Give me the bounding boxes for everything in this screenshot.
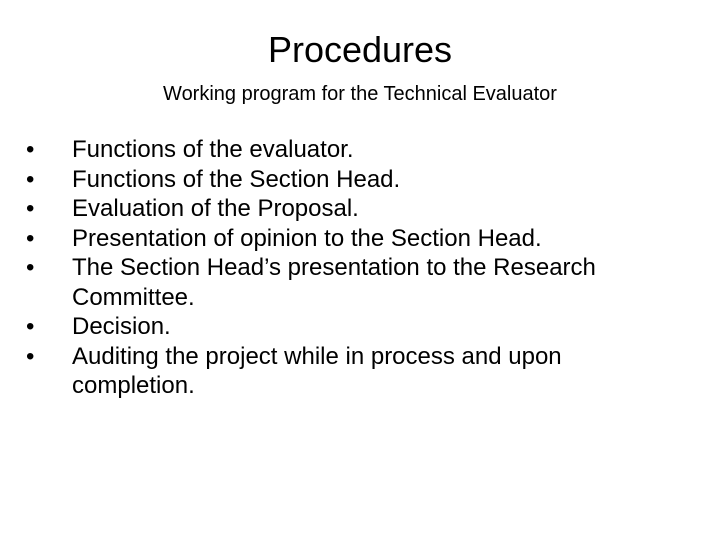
bullet-icon: • — [26, 224, 35, 252]
list-item — [26, 224, 666, 254]
bullet-text: Functions of the evaluator. — [72, 136, 354, 163]
bullet-text: Evaluation of the Proposal. — [72, 195, 359, 222]
bullet-icon: • — [26, 195, 35, 222]
list-item — [26, 165, 666, 195]
bullet-icon: • — [26, 342, 35, 370]
bullet-text: Auditing the project while in process and upon completion. — [72, 342, 562, 399]
list-item — [26, 194, 666, 224]
bullet-text: The Section Head’s presentation to the Research Committee. — [72, 254, 596, 311]
bullet-icon: • — [26, 254, 35, 281]
bullet-icon: • — [26, 165, 35, 193]
list-item — [26, 342, 666, 401]
bullet-text: Presentation of opinion to the Section Head. — [72, 224, 542, 252]
list-item — [26, 312, 666, 342]
slide-title: Procedures — [267, 29, 453, 70]
bullet-text: Functions of the Section Head. — [72, 165, 401, 193]
bullet-icon: • — [26, 313, 35, 340]
bullet-icon: • — [26, 136, 35, 163]
slide-subtitle: Working program for the Technical Evaluator — [163, 83, 557, 105]
bullet-list — [26, 135, 666, 401]
list-item — [26, 253, 666, 312]
list-item — [26, 135, 666, 165]
bullet-text: Decision. — [72, 313, 171, 340]
